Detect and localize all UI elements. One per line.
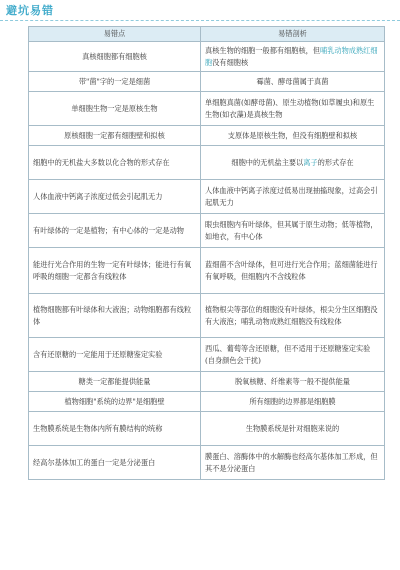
error-point-cell: 有叶绿体的一定是植物；有中心体的一定是动物 (29, 214, 201, 248)
highlighted-term: 离子 (303, 157, 318, 167)
table-row (29, 92, 385, 126)
error-point-cell: 人体血液中钙离子浓度过低会引起肌无力 (29, 180, 201, 214)
analysis-text: 生物膜系统是针对细胞来说的 (245, 423, 340, 433)
error-point-cell: 原核细胞一定都有细胞壁和拟核 (29, 126, 201, 146)
analysis-text: 细胞中的无机盐主要以 (231, 157, 304, 167)
table-row (29, 126, 385, 146)
error-point-cell: 含有还原糖的一定能用于还原糖鉴定实验 (29, 338, 201, 372)
analysis-text: 眼虫细胞内有叶绿体，但其属于原生动物；低等植物，如地衣，有中心体 (205, 220, 378, 241)
analysis-text: 霉菌、酵母菌属于真菌 (256, 76, 329, 86)
analysis-cell (201, 180, 385, 214)
analysis-text: 没有细胞核 (212, 57, 249, 67)
analysis-text: 的形式存在 (317, 157, 354, 167)
table-row (29, 180, 385, 214)
analysis-cell (201, 446, 385, 480)
analysis-cell (201, 338, 385, 372)
analysis-cell (201, 92, 385, 126)
error-point-cell: 带"菌"字的一定是细菌 (29, 72, 201, 92)
table-row (29, 146, 385, 180)
analysis-cell (201, 214, 385, 248)
analysis-cell (201, 248, 385, 294)
analysis-cell (201, 392, 385, 412)
table-row (29, 214, 385, 248)
error-point-cell: 单细胞生物一定是原核生物 (29, 92, 201, 126)
analysis-text: 人体血液中钙离子浓度过低易出现抽搐现象，过高会引起肌无力 (205, 186, 378, 207)
section-title: 避坑易错 (6, 4, 54, 17)
analysis-text: 植物根尖等部位的细胞没有叶绿体，根尖分生区细胞没有大液泡；哺乳动物成熟红细胞没有线粒体 (205, 305, 378, 326)
analysis-text: 单细胞真菌(如酵母菌)、原生动植物(如草履虫)和原生生物(如衣藻)是真核生物 (205, 98, 375, 119)
error-point-cell: 能进行光合作用的生物一定有叶绿体；能进行有氧呼吸的细胞一定都含有线粒体 (29, 248, 201, 294)
analysis-cell (201, 412, 385, 446)
analysis-cell (201, 72, 385, 92)
highlighted-term: 哺乳动物成熟红细胞 (205, 46, 378, 67)
analysis-cell (201, 126, 385, 146)
analysis-text: 脱氧核糖、纤维素等一般不提供能量 (234, 376, 350, 386)
error-point-cell: 植物细胞"系统的边界"是细胞壁 (29, 392, 201, 412)
table-row (29, 248, 385, 294)
analysis-text: 西瓜、葡萄等含还原糖，但不适用于还原糖鉴定实验(自身颜色会干扰) (205, 344, 371, 365)
analysis-text: 膜蛋白、溶酶体中的水解酶也经高尔基体加工形成，但其不是分泌蛋白 (205, 452, 378, 473)
error-table (28, 26, 385, 480)
analysis-cell (201, 146, 385, 180)
table-row (29, 72, 385, 92)
table-body (29, 42, 385, 480)
table-row (29, 446, 385, 480)
error-point-cell: 真核细胞都有细胞核 (29, 42, 201, 72)
analysis-text: 真核生物的细胞一般都有细胞核，但 (205, 46, 321, 55)
table-row (29, 338, 385, 372)
table-row (29, 412, 385, 446)
column-header-analysis: 易错剖析 (201, 27, 385, 42)
analysis-text: 所有细胞的边界都是细胞膜 (249, 396, 336, 406)
table-row (29, 392, 385, 412)
error-point-cell: 植物细胞都有叶绿体和大液泡；动物细胞都有线粒体 (29, 294, 201, 338)
analysis-text: 蓝细菌不含叶绿体，但可进行光合作用；蓝细菌能进行有氧呼吸，但细胞内不含线粒体 (205, 260, 378, 281)
error-point-cell: 细胞中的无机盐大多数以化合物的形式存在 (29, 146, 201, 180)
error-point-cell: 糖类一定都能提供能量 (29, 372, 201, 392)
analysis-text: 支原体是原核生物，但没有细胞壁和拟核 (227, 130, 358, 140)
error-point-cell: 生物膜系统是生物体内所有膜结构的统称 (29, 412, 201, 446)
table-header-row (29, 27, 385, 42)
analysis-cell (201, 372, 385, 392)
table-row (29, 372, 385, 392)
error-point-cell: 经高尔基体加工的蛋白一定是分泌蛋白 (29, 446, 201, 480)
analysis-cell (201, 42, 385, 72)
column-header-error-point: 易错点 (29, 27, 201, 42)
section-divider (0, 20, 400, 21)
analysis-cell (201, 294, 385, 338)
table-row (29, 42, 385, 72)
table-row (29, 294, 385, 338)
